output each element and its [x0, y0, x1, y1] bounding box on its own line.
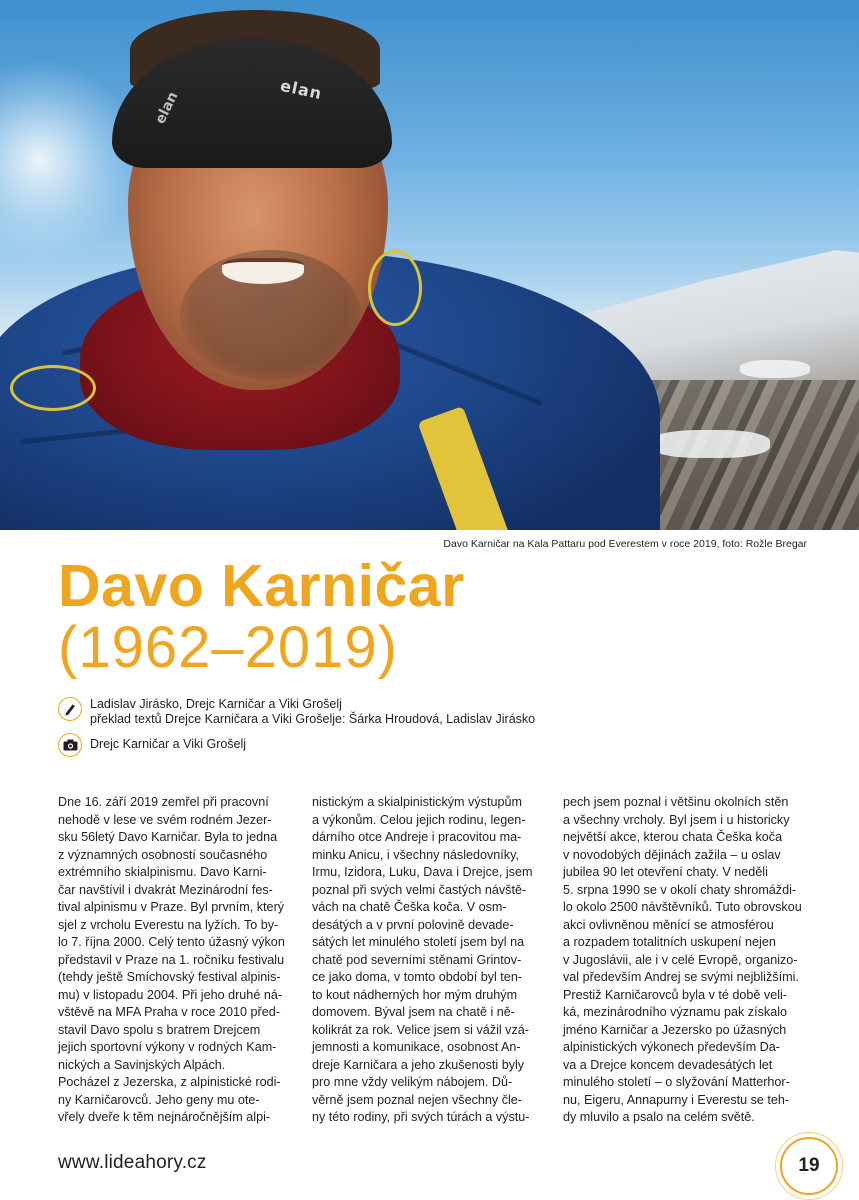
body-text-line: val především Andrej se svými nejbližšími.	[563, 970, 799, 984]
snow-patch	[650, 430, 770, 458]
body-text-line: pro mne vždy velikým nábojem. Dů-	[312, 1075, 513, 1089]
body-text-line: z významných osobností současného	[58, 847, 268, 862]
body-text-line: Dne 16. září 2019 zemřel při pracovní	[58, 795, 269, 809]
body-text-line: a všechny vrcholy. Byl jsem i u historicky	[563, 812, 790, 827]
body-text-line: 5. srpna 1990 se v okolí chaty shromáždi-	[563, 882, 797, 897]
body-text-line: jemnosti a komunikace, osobnost An-	[312, 1040, 521, 1054]
body-text-line: vštěvě na MFA Praha v roce 2010 před-	[58, 1005, 280, 1019]
body-text-line: nických a Savinjských Alpách.	[58, 1057, 226, 1072]
body-text-line: extrémního skialpinismu. Davo Karni-	[58, 865, 267, 879]
body-text-line: jubilea 90 let otevření chaty. V neděli	[563, 865, 768, 879]
body-text-line: ce jako doma, v tomto období byl ten-	[312, 970, 523, 984]
body-text-line: domovem. Býval jsem na chatě i ně-	[312, 1005, 515, 1019]
body-text-line: stavil Davo spolu s bratrem Drejcem	[58, 1022, 261, 1037]
body-text-line: sku 56letý Davo Karničar. Byla to jedna	[58, 830, 278, 844]
body-text-line: pech jsem poznal i většinu okolních stěn	[563, 795, 789, 809]
headband-logo-side: elan	[152, 89, 182, 127]
body-text-line: alpinistických výkonech především Da-	[563, 1040, 780, 1054]
body-text-line: nistickým a skialpinistickým výstupům	[312, 795, 522, 809]
body-text-line: v novodobých dějinách zažila – u oslav	[563, 847, 781, 862]
body-text-line: Irmu, Izidora, Luku, Dava i Drejce, jsem	[312, 865, 533, 879]
article-years: (1962–2019)	[58, 615, 398, 680]
body-text-line: a rozpadem totalitních uskupení nejen	[563, 935, 776, 949]
body-text-line: poznal při svých velmi častých návště-	[312, 882, 527, 897]
body-text-line: vřely dveře k těm nejnáročnějším alpi-	[58, 1110, 271, 1124]
page-number-badge	[780, 1137, 838, 1195]
body-text-line: tival alpinismu v Praze. Byl prvním, který	[58, 900, 285, 914]
body-text-line: jejich sportovní výkony v rodných Kam-	[58, 1040, 277, 1054]
body-text-line: Prestiž Karničarovců byla v té době veli-	[563, 987, 787, 1002]
website-url[interactable]: www.lideahory.cz	[58, 1152, 207, 1173]
body-text-line: ny této rodiny, při svých túrách a výstu-	[312, 1110, 530, 1124]
photo-caption: Davo Karničar na Kala Pattaru pod Everestem v roce 2019, foto: Rožle Bregar	[443, 538, 807, 550]
body-text-line: v Jugoslávii, ale i v celé Evropě, organizo-	[563, 952, 798, 967]
body-text-line: sjel z vrcholu Everestu na lyžích. To by-	[58, 917, 279, 932]
body-text-line: lo okolo 2500 návštěvníků. Tuto obrovskou	[563, 900, 802, 914]
smile	[222, 258, 304, 284]
body-column-1	[58, 794, 284, 1127]
text-author-line: Ladislav Jirásko, Drejc Karničar a Viki Grošelj	[90, 697, 342, 711]
body-text-line: největší akce, kterou chata Češka koča	[563, 830, 783, 844]
body-text-line: nehodě v lese ve svém rodném Jezer-	[58, 812, 272, 827]
body-text-line: minulého století – o slyžování Matterhor-	[563, 1075, 790, 1089]
hero-photo	[0, 0, 859, 530]
body-text-line: vách na chatě Češka koča. V osm-	[312, 900, 507, 914]
body-text-line: Pocházel z Jezerska, z alpinistické rodi-	[58, 1075, 281, 1089]
body-text-line: a výkonům. Celou jejich rodinu, legen-	[312, 812, 526, 827]
body-text-line: mu) v listopadu 2004. Při jeho druhé ná-	[58, 987, 283, 1002]
translation-credit-line: překlad textů Drejce Karničara a Viki Grošelje: Šárka Hroudová, Ladislav Jirásko	[90, 712, 536, 726]
body-text-line: (tehdy ještě Smíchovský festival alpinis-	[58, 970, 281, 984]
body-text-line: kolikrát za rok. Velice jsem si vážil vzá-	[312, 1022, 529, 1037]
body-text-line: to kout nádherných hor mým druhým	[312, 987, 518, 1002]
photo-author-line: Drejc Karničar a Viki Grošelj	[90, 737, 247, 751]
body-text-line: představil v Praze na 1. ročníku festivalu	[58, 952, 285, 967]
body-text-line: akci ovlivněnou měnící se atmosférou	[563, 917, 774, 932]
photo-credits	[58, 733, 246, 757]
article-title: Davo Karničar	[58, 553, 465, 619]
body-text-line: dreje Karničara a jeho zkušenosti byly	[312, 1057, 525, 1072]
body-text-line: dárního otce Andreje i pracovitou ma-	[312, 830, 522, 844]
body-column-3	[563, 794, 802, 1127]
text-credits	[58, 697, 535, 727]
body-text-line: věrně jsem poznal nejen všechny čle-	[312, 1092, 523, 1107]
body-text-line: minku Anicu, i všechny následovníky,	[312, 847, 519, 862]
body-text-line: čar navštívil i dvakrát Mezinárodní fes-	[58, 882, 273, 897]
body-text-line: ká, mezinárodního významu pak získalo	[563, 1005, 788, 1019]
body-text-line: dy mluvilo a psalo na celém světě.	[563, 1110, 755, 1124]
yellow-cord	[368, 250, 422, 326]
snow-patch	[740, 360, 810, 378]
body-text-line: va a Drejce koncem devadesátých let	[563, 1057, 773, 1072]
body-text-line: ny Karničarovců. Jeho geny mu ote-	[58, 1092, 260, 1107]
body-text-line: nu, Eigeru, Annapurny i Everestu se teh-	[563, 1092, 790, 1107]
body-text-line: jméno Karničar a Jezersko po úžasných	[563, 1022, 787, 1037]
sun-glare	[0, 60, 140, 260]
body-column-2	[312, 794, 538, 1127]
body-text-line: chatě pod severními stěnami Grintov-	[312, 952, 522, 967]
body-text-line: desátých a v první polovině devade-	[312, 917, 514, 932]
body-text-line: lo 7. října 2000. Celý tento úžasný výkon	[58, 935, 285, 949]
camera-icon	[58, 733, 82, 757]
yellow-cord	[10, 365, 96, 411]
body-text-line: sátých let minulého století jsem byl na	[312, 935, 525, 949]
headband-logo: elan	[278, 75, 325, 104]
page-number: 19	[798, 1155, 820, 1176]
pencil-icon	[58, 697, 82, 721]
